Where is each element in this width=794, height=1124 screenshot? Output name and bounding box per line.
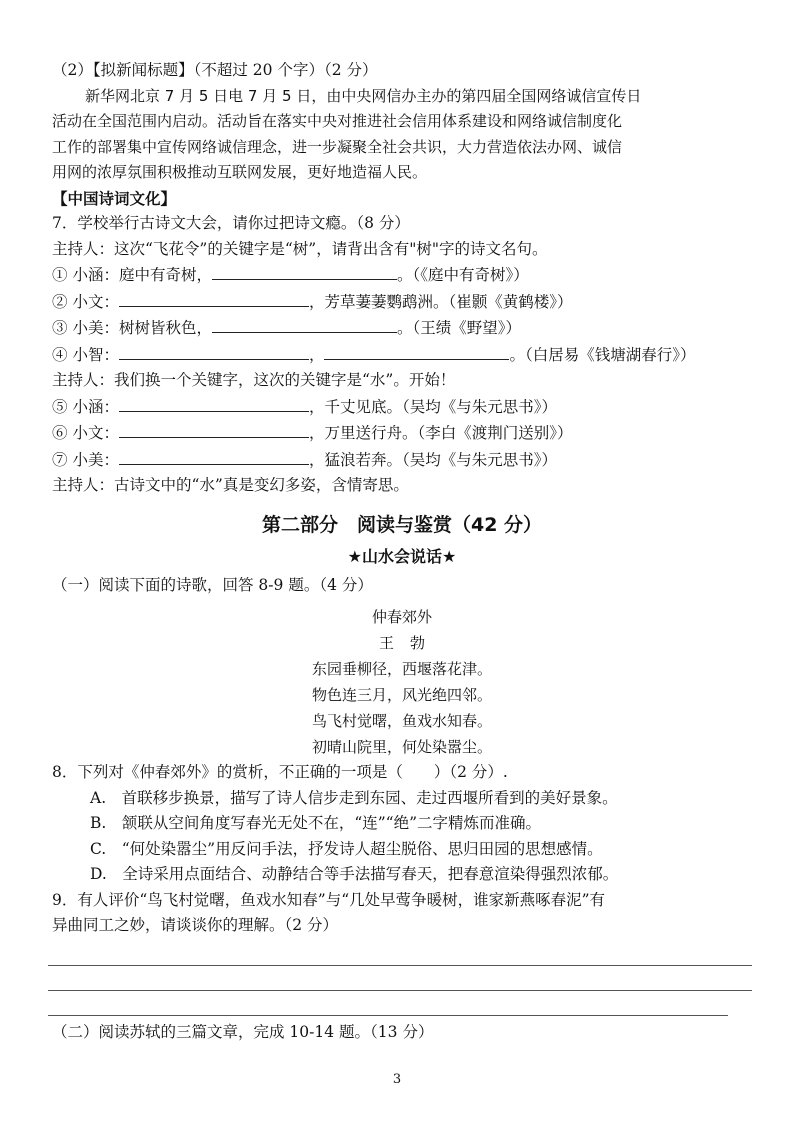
poem-line: 物色连三月，风光绝四邻。: [311, 686, 492, 704]
poem-item-4: ④ 小智： ， 。（白居易《钱塘湖春行》）: [52, 342, 752, 369]
answer-blank[interactable]: [119, 394, 309, 412]
option-a[interactable]: A. 首联移步换景，描写了诗人信步走到东园、走过西堰所看到的美好景象。: [90, 788, 618, 807]
poem-line: 东园垂柳径，西堰落花津。: [311, 660, 492, 678]
option-b[interactable]: B. 颔联从空间角度写春光无处不在，“连”“绝”二字精炼而准确。: [90, 814, 542, 832]
answer-blank[interactable]: [119, 447, 309, 465]
news-line: 新华网北京 7 月 5 日电 7 月 5 日，由中央网信办主办的第四届全国网络诚信宣传日: [85, 86, 642, 105]
exam-page: [52, 58, 752, 1045]
poem-line: 初晴山院里，何处染嚣尘。: [311, 738, 492, 756]
answer-blank[interactable]: [119, 342, 309, 360]
option-d[interactable]: D. 全诗采用点面结合、动静结合等手法描写春天，把春意渲染得强烈浓郁。: [90, 865, 619, 883]
question-9-line-2: 异曲同工之妙，请谈谈你的理解。（2 分）: [52, 916, 339, 934]
page-number: 3: [392, 1072, 402, 1087]
answer-line[interactable]: [48, 966, 752, 991]
subsection-title: ★山水会说话★: [347, 546, 457, 566]
answer-blank[interactable]: [119, 420, 309, 438]
answer-line[interactable]: [48, 991, 728, 1016]
answer-area[interactable]: [52, 941, 752, 1016]
section-poetry-heading: 【中国诗词文化】: [52, 188, 177, 208]
reading-1-intro: （一）阅读下面的诗歌，回答 8-9 题。（4 分）: [52, 575, 373, 594]
answer-blank[interactable]: [324, 342, 509, 360]
question-8-stem: 8．下列对《仲春郊外》的赏析，不正确的一项是（ ）（2 分）.: [52, 763, 508, 781]
poem-block: [52, 604, 752, 760]
option-c[interactable]: C. “何处染嚣尘”用反问手法，抒发诗人超尘脱俗、思归田园的思想感情。: [90, 839, 603, 858]
poem-item-7: ⑦ 小美： ，猛浪若奔。（吴均《与朱元思书》）: [52, 447, 752, 474]
poem-item-6: ⑥ 小文： ，万里送行舟。（李白《渡荆门送别》）: [52, 420, 752, 447]
question-headline-label: （2）【拟新闻标题】（不超过 20 个字）（2 分）: [52, 61, 378, 79]
poem-item-3: ③ 小美：树树皆秋色， 。（王绩《野望》）: [52, 315, 752, 342]
host-line-2: 主持人：我们换一个关键字，这次的关键字是“水”。开始！: [52, 371, 456, 389]
answer-blank[interactable]: [119, 289, 309, 307]
host-line-1: 主持人：这次“飞花令”的关键字是“树”，请背出含有"树"字的诗文名句。: [52, 239, 548, 258]
poem-item-5: ⑤ 小涵： ，千丈见底。（吴均《与朱元思书》）: [52, 394, 752, 421]
news-line: 工作的部署集中宣传网络诚信理念，进一步凝聚全社会共识，大力营造依法办网、诚信: [52, 137, 623, 156]
poem-item-2: ② 小文： ，芳草萋萋鹦鹉洲。（崔颢《黄鹤楼》）: [52, 289, 752, 316]
poem-item-1: ① 小涵：庭中有奇树， 。（《庭中有奇树》）: [52, 262, 752, 289]
reading-2-intro: （二）阅读苏轼的三篇文章，完成 10-14 题。（13 分）: [52, 1022, 434, 1041]
answer-blank[interactable]: [212, 262, 397, 280]
news-line: 活动在全国范围内启动。活动旨在落实中央对推进社会信用体系建设和网络诚信制度化: [52, 112, 623, 130]
poem-line: 鸟飞村觉曙，鱼戏水知春。: [311, 712, 492, 730]
part-2-title: 第二部分 阅读与鉴赏（42 分）: [261, 513, 543, 536]
news-line: 用网的浓厚氛围积极推动互联网发展，更好地造福人民。: [52, 163, 428, 181]
answer-line[interactable]: [48, 941, 752, 966]
poem-title: 仲春郊外: [371, 608, 432, 626]
question-9-line-1: 9．有人评价“鸟飞村觉曙，鱼戏水知春”与“几处早莺争暖树，谁家新燕啄春泥”有: [52, 890, 606, 909]
question-7-stem: 7．学校举行古诗文大会，请你过把诗文瘾。（8 分）: [52, 214, 410, 232]
answer-blank[interactable]: [212, 315, 397, 333]
poem-author: 王 勃: [378, 634, 426, 652]
host-line-3: 主持人：古诗文中的“水”真是变幻多姿，含情寄思。: [52, 476, 409, 494]
news-paragraph: [52, 84, 752, 186]
